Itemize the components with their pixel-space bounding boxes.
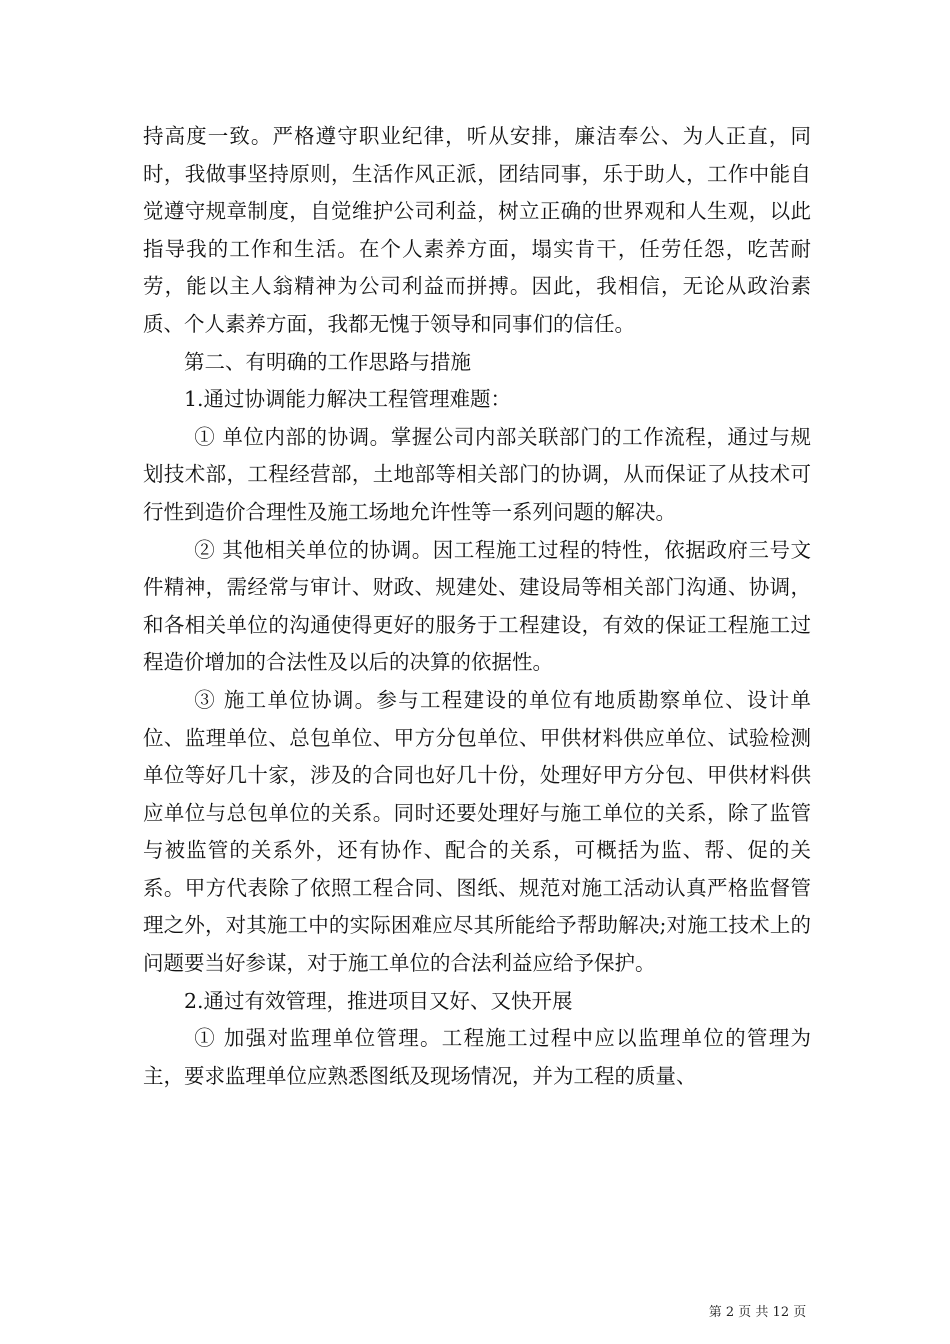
document-body [143,118,811,1095]
subheading-effective-management: 2.通过有效管理，推进项目又好、又快开展 [184,988,573,1013]
section-heading-second: 第二、有明确的工作思路与措施 [184,349,471,374]
paragraph-contractor-coordination: ③ 施工单位协调。参与工程建设的单位有地质勘察单位、设计单位、监理单位、总包单位、甲方分包单位、甲供材料供应单位、试验检测单位等好几十家，涉及的合同也好几十份，处理好甲方分包、甲供材料供应单位与总包单位的关系。同时还要处理好与施工单位的关系，除了监管与被监管的关系外，还有协作、配合的关系，可概括为监、帮、促的关系。甲方代表除了依照工程合同、图纸、规范对施工活动认真严格监督管理之外，对其施工中的实际困难应尽其所能给予帮助解决;对施工技术上的问题要当好参谋，对于施工单位的合法利益应给予保护。 [143,687,811,976]
paragraph-continuation: 持高度一致。严格遵守职业纪律，听从安排，廉洁奉公、为人正直，同时，我做事坚持原则，生活作风正派，团结同事，乐于助人，工作中能自觉遵守规章制度，自觉维护公司利益，树立正确的世界观和人生观，以此指导我的工作和生活。在个人素养方面，塌实肯干，任劳任怨，吃苦耐劳，能以主人翁精神为公司利益而拼搏。因此，我相信，无论从政治素质、个人素养方面，我都无愧于领导和同事们的信任。 [143,124,811,336]
paragraph-internal-coordination: ① 单位内部的协调。掌握公司内部关联部门的工作流程，通过与规划技术部，工程经营部，土地部等相关部门的协调，从而保证了从技术可行性到造价合理性及施工场地允许性等一系列问题的解决。 [143,424,811,524]
page-number-footer: 第 2 页 共 12 页 [708,1305,807,1320]
subheading-coordination: 1.通过协调能力解决工程管理难题： [184,387,512,412]
paragraph-supervision-management: ① 加强对监理单位管理。工程施工过程中应以监理单位的管理为主，要求监理单位应熟悉图纸及现场情况，并为工程的质量、 [143,1026,811,1088]
paragraph-external-coordination: ② 其他相关单位的协调。因工程施工过程的特性，依据政府三号文件精神，需经常与审计、财政、规建处、建设局等相关部门沟通、协调，和各相关单位的沟通使得更好的服务于工程建设，有效的保证工程施工过程造价增加的合法性及以后的决算的依据性。 [143,537,811,675]
